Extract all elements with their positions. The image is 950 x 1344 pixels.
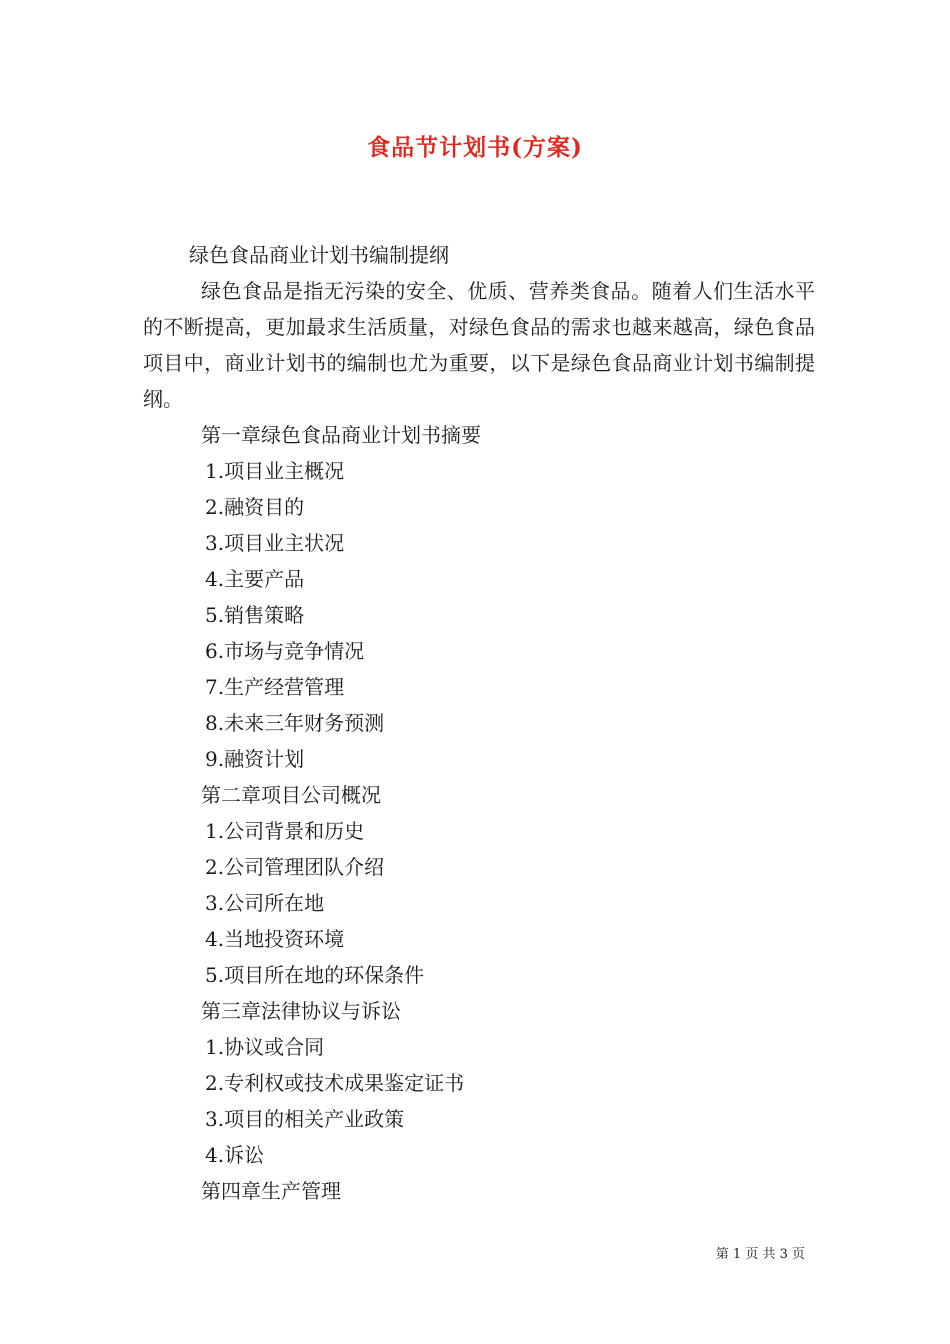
chapter-heading: 第四章生产管理	[201, 1179, 341, 1203]
outline-item: 2.公司管理团队介绍	[205, 855, 385, 879]
outline-item: 3.项目的相关产业政策	[205, 1107, 405, 1131]
chapter-heading: 第三章法律协议与诉讼	[201, 999, 401, 1023]
outline-item: 2.专利权或技术成果鉴定证书	[205, 1071, 465, 1095]
outline-item: 3.公司所在地	[205, 891, 325, 915]
outline-item: 4.诉讼	[205, 1143, 265, 1167]
outline-item: 5.销售策略	[205, 603, 305, 627]
outline-item: 4.当地投资环境	[205, 927, 345, 951]
outline-item: 1.公司背景和历史	[205, 819, 365, 843]
outline-item: 4.主要产品	[205, 567, 305, 591]
document-subtitle: 绿色食品商业计划书编制提纲	[189, 243, 449, 267]
intro-paragraph: 绿色食品是指无污染的安全、优质、营养类食品。随着人们生活水平的不断提高，更加最求生活质量，对绿色食品的需求也越来越高，绿色食品项目中，商业计划书的编制也尤为重要，以下是绿色食品商业计划书编制提纲。	[143, 279, 815, 411]
document-title: 食品节计划书(方案)	[367, 134, 583, 161]
outline-item: 1.协议或合同	[205, 1035, 325, 1059]
outline-item: 3.项目业主状况	[205, 531, 345, 555]
outline-item: 2.融资目的	[205, 495, 305, 519]
document-body	[143, 237, 815, 1209]
outline-item: 8.未来三年财务预测	[205, 711, 385, 735]
outline-item: 1.项目业主概况	[205, 459, 345, 483]
outline-item: 5.项目所在地的环保条件	[205, 963, 425, 987]
outline-item: 9.融资计划	[205, 747, 305, 771]
outline-item: 7.生产经营管理	[205, 675, 345, 699]
outline-item: 6.市场与竞争情况	[205, 639, 365, 663]
chapter-heading: 第一章绿色食品商业计划书摘要	[201, 423, 481, 447]
page-number-footer: 第 1 页 共 3 页	[715, 1247, 805, 1262]
chapter-heading: 第二章项目公司概况	[201, 783, 381, 807]
